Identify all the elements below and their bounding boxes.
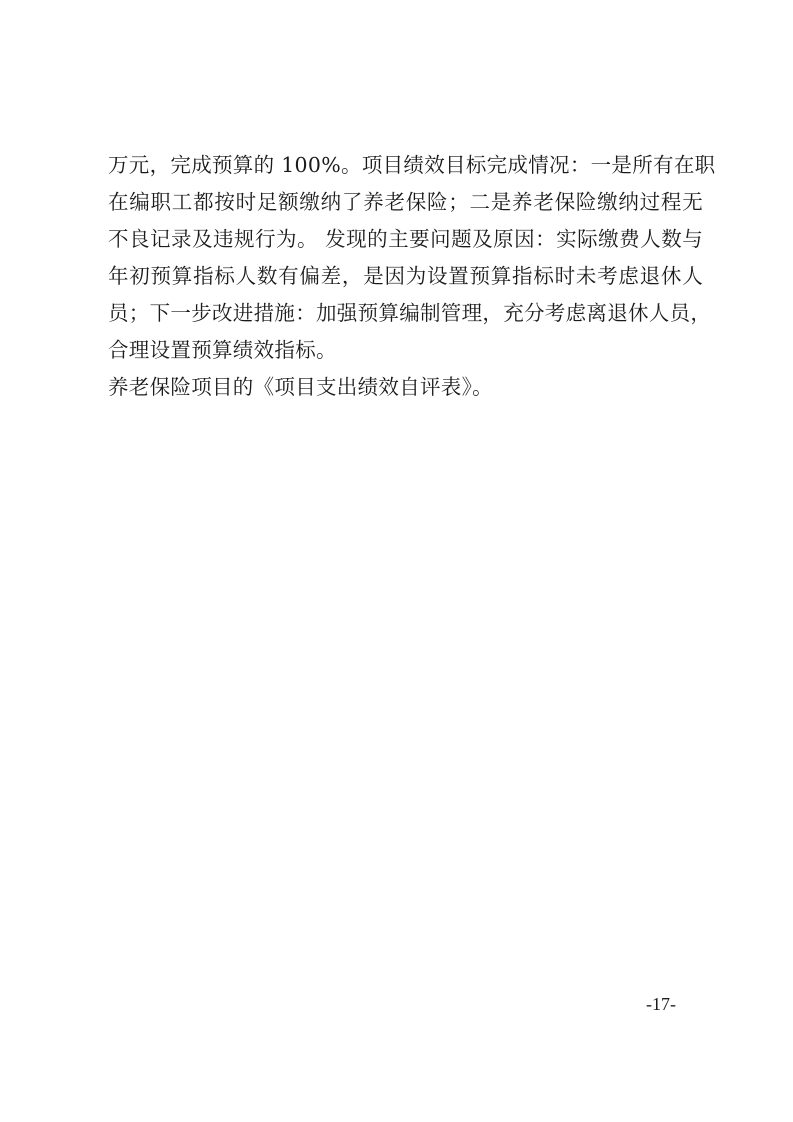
page-number: -17- xyxy=(646,994,676,1014)
text-line-5: 员；下一步改进措施：加强预算编制管理，充分考虑离退休人员， xyxy=(108,301,712,325)
text-line-1: 万元，完成预算的 100%。项目绩效目标完成情况：一是所有在职 xyxy=(108,153,716,177)
text-line-7: 养老保险项目的《项目支出绩效自评表》。 xyxy=(108,375,493,399)
text-line-4: 年初预算指标人数有偏差，是因为设置预算指标时未考虑退休人 xyxy=(108,264,703,288)
text-line-2: 在编职工都按时足额缴纳了养老保险；二是养老保险缴纳过程无 xyxy=(108,190,703,214)
text-line-6: 合理设置预算绩效指标。 xyxy=(108,338,337,362)
text-line-3: 不良记录及违规行为。 发现的主要问题及原因：实际缴费人数与 xyxy=(108,227,703,251)
body-paragraph xyxy=(108,147,716,406)
